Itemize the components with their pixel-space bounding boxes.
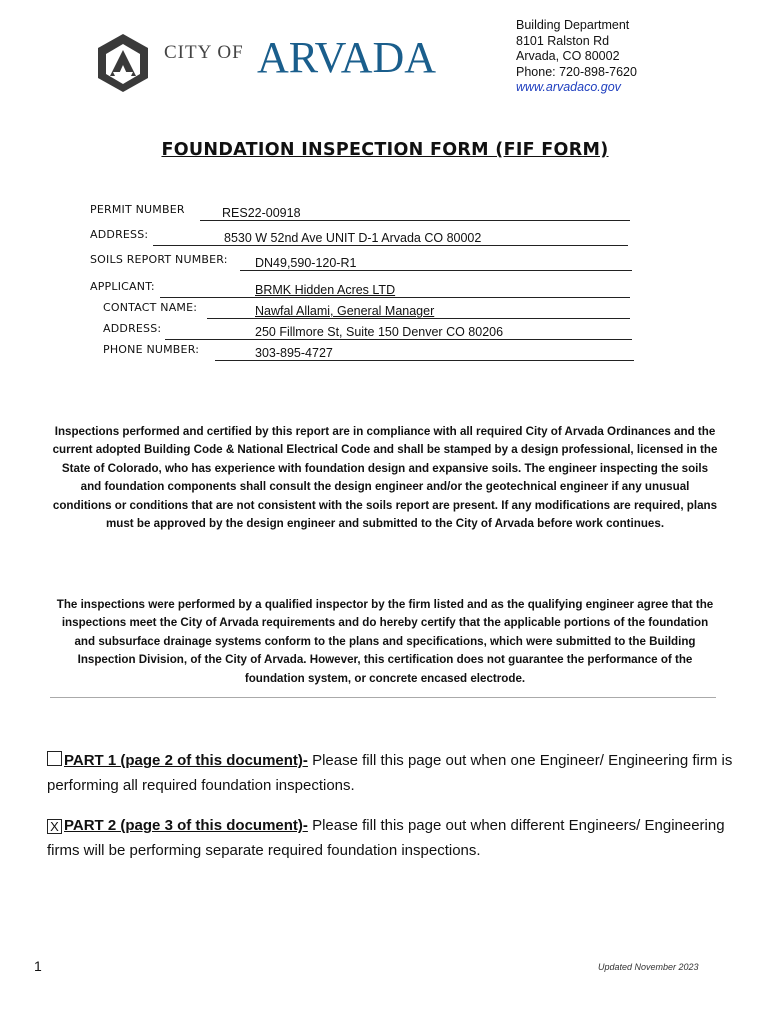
permit-number-label: PERMIT NUMBER <box>90 203 185 216</box>
address-label: ADDRESS: <box>90 228 149 241</box>
contact-name-value[interactable]: Nawfal Allami, General Manager <box>255 304 435 318</box>
applicant-value[interactable]: BRMK Hidden Acres LTD <box>255 283 396 297</box>
certification-paragraph: The inspections were performed by a qualified inspector by the firm listed and as the qualifying engineer agree that the inspections meet the City of Arvada requirements and do hereby certify that the applicable portions of the foundation and subsurface drainage systems conform to the plans and specifications, which were submitted to the Building Inspection Division, of the City of Arvada. However, this certification does not guarantee the performance of the foundation system, or concrete encased electrode. <box>56 598 714 685</box>
department-name: Building Department <box>516 18 630 32</box>
applicant-address-label: ADDRESS: <box>103 322 162 335</box>
address-line <box>153 245 628 246</box>
applicant-line <box>160 297 630 298</box>
phone-number-line <box>215 360 634 361</box>
part1-heading: PART 1 (page 2 of this document)- <box>64 752 308 769</box>
city-logo <box>92 32 437 94</box>
address-field <box>90 228 628 246</box>
soils-report-label: SOILS REPORT NUMBER: <box>90 253 228 266</box>
permit-number-value[interactable]: RES22-00918 <box>222 206 301 220</box>
compliance-paragraph: Inspections performed and certified by this report are in compliance with all required City of Arvada Ordinances and the current adopted Building Code & National Electrical Code and shall be stamped by a design professional, licensed in the State of Colorado, who has experience with foundation design and expansive soils. The engineer inspecting the soils and foundation components shall consult the design engineer and/or the geotechnical engineer if any unusual conditions or conditions that are not consistent with the soils report are present. If any modifications are required, plans must be approved by the design engineer and submitted to the City of Arvada before work continues. <box>52 425 718 531</box>
soils-report-line <box>240 270 632 271</box>
logo-city-of-text: CITY OF <box>164 42 244 63</box>
page-number: 1 <box>34 958 42 974</box>
applicant-address-field <box>103 322 632 340</box>
applicant-address-line <box>165 339 632 340</box>
applicant-address-value[interactable]: 250 Fillmore St, Suite 150 Denver CO 80206 <box>255 325 504 339</box>
arvada-logo-icon <box>92 32 154 94</box>
section-divider <box>50 697 716 698</box>
contact-name-field <box>103 301 630 319</box>
department-city: Arvada, CO 80002 <box>516 49 620 63</box>
soils-report-value[interactable]: DN49,590-120-R1 <box>255 256 357 270</box>
department-street: 8101 Ralston Rd <box>516 33 610 48</box>
part1-description: Please fill this page out when one Engineer/ Engineering firm is performing all required foundation inspections. <box>47 752 733 794</box>
department-contact-block <box>516 18 637 96</box>
applicant-field <box>90 280 630 298</box>
form-title: FOUNDATION INSPECTION FORM (FIF FORM) <box>161 140 609 160</box>
address-value[interactable]: 8530 W 52nd Ave UNIT D-1 Arvada CO 80002 <box>224 231 482 245</box>
phone-number-field <box>103 343 634 361</box>
applicant-label: APPLICANT: <box>90 280 155 293</box>
department-phone: Phone: 720-898-7620 <box>516 64 637 79</box>
phone-number-label: PHONE NUMBER: <box>103 343 200 356</box>
part2-checkbox[interactable]: X <box>47 819 62 834</box>
part2-heading: PART 2 (page 3 of this document)- <box>64 817 308 834</box>
logo-arvada-text: ARVADA <box>257 33 437 82</box>
contact-name-label: CONTACT NAME: <box>103 301 198 314</box>
contact-name-line <box>207 318 630 319</box>
part2-description: Please fill this page out when different Engineers/ Engineering firms will be performing separate required foundation inspections. <box>47 817 725 859</box>
part1-option <box>47 748 737 798</box>
department-website-link[interactable]: www.arvadaco.gov <box>516 80 621 94</box>
permit-number-line <box>200 220 630 221</box>
updated-date: Updated November 2023 <box>598 962 699 972</box>
phone-number-value[interactable]: 303-895-4727 <box>255 346 333 360</box>
soils-report-field <box>90 253 632 271</box>
permit-number-field <box>90 203 630 221</box>
part1-checkbox[interactable] <box>47 751 62 766</box>
part2-option <box>47 813 737 863</box>
